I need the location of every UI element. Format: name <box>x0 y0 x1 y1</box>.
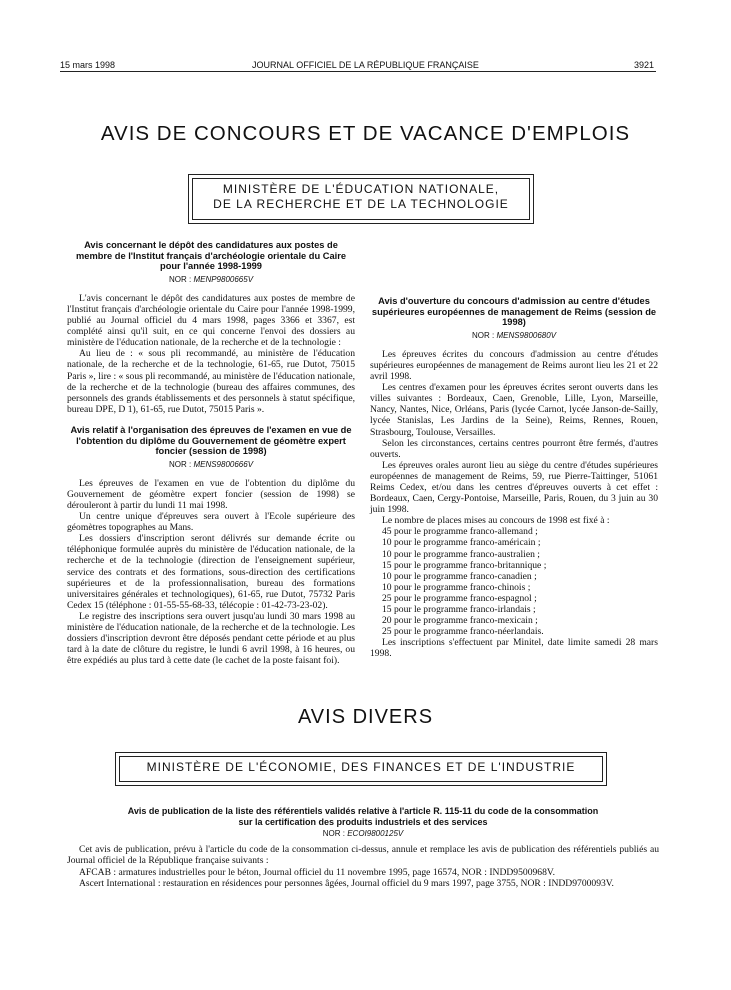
list-item: 10 pour le programme franco-chinois ; <box>382 581 531 593</box>
paragraph: Un centre unique d'épreuves sera ouvert à l'Ecole supérieure des géomètres topographes au Mans. <box>67 511 355 534</box>
list-item: 20 pour le programme franco-mexicain ; <box>382 615 538 627</box>
paragraph: Le nombre de places mises au concours de 1998 est fixé à : <box>382 515 610 527</box>
section-title-avis-divers: AVIS DIVERS <box>297 706 434 728</box>
article-title-line2: sur la certification des produits industriels et des services <box>238 816 488 827</box>
paragraph: Cet avis de publication, prévu à l'article du code de la consommation ci-dessus, annule et remplace les avis de publication des référentiels publiés au Journal officiel de la République française suivants : <box>67 844 659 867</box>
list-item: 45 pour le programme franco-allemand ; <box>382 526 538 538</box>
article-referentiels <box>67 806 659 889</box>
right-column <box>370 240 658 660</box>
ministry-name-line1: MINISTÈRE DE L'ÉDUCATION NATIONALE, <box>222 182 500 196</box>
ministry-box-economie <box>115 752 607 786</box>
ministry-name: MINISTÈRE DE L'ÉCONOMIE, DES FINANCES ET DE L'INDUSTRIE <box>146 760 576 774</box>
paragraph: Les dossiers d'inscription seront délivrés sur demande écrite ou téléphonique formulée auprès du ministère de l'éducation nationale, de la recherche et de la technologie (direction de l'enseignement supérieur, service des contrats et des formations, sous-direction des certifications supérieures et de la professionnalisation, bureau des formations universitaires générales et technologiques), 61-65, rue Dutot, 75732 Paris Cedex 15 (téléphone : 01-55-55-68-33, télécopie : 01-42-73-23-02). <box>67 533 355 611</box>
list-item: 25 pour le programme franco-néerlandais. <box>382 626 544 638</box>
paragraph: Les épreuves de l'examen en vue de l'obtention du diplôme du Gouvernement de géomètre expert foncier (session de 1998) se dérouleront à partir du lundi 11 mai 1998. <box>67 477 355 511</box>
paragraph: Les épreuves écrites du concours d'admission au centre d'études supérieures européennes de management de Reims auront lieu les 21 et 22 avril 1998. <box>370 348 658 383</box>
left-column <box>67 240 355 666</box>
column-continuation-spacer <box>370 240 658 290</box>
header-rule <box>60 71 656 72</box>
paragraph: Les épreuves orales auront lieu au siège du centre d'études supérieures européennes de management de Reims, 59, rue Pierre-Taittinger, 51061 Reims Cedex, et/ou dans les centres d'épreuves ouverts à cet effet : Bordeaux, Caen, Cergy-Pontoise, Marseille, Paris, Rouen, du 3 juin au 30 juin 1998. <box>370 459 658 516</box>
paragraph: Selon les circonstances, certains centres pourront être fermés, d'autres ouverts. <box>370 437 658 460</box>
list-item: 15 pour le programme franco-irlandais ; <box>382 604 536 616</box>
paragraph: Les inscriptions s'effectuent par Minitel, date limite samedi 28 mars 1998. <box>370 637 658 660</box>
list-item: 15 pour le programme franco-britannique ; <box>382 559 547 571</box>
ministry-name-line2: DE LA RECHERCHE ET DE LA TECHNOLOGIE <box>213 197 509 211</box>
nor-code: MENS9800666V <box>193 459 254 469</box>
places-list <box>370 526 658 637</box>
nor-code: ECOI9800125V <box>347 829 404 839</box>
article-nor-geometre <box>67 459 355 470</box>
article-title-reims: Avis d'ouverture du concours d'admission au centre d'études supérieures européennes de management de Reims (session de 1998) <box>371 296 657 328</box>
paragraph: Ascert International : restauration en résidences pour personnes âgées, Journal officiel du 9 mars 1997, page 3755, NOR : INDD9700093V. <box>79 877 614 889</box>
nor-label: NOR : <box>471 330 495 340</box>
nor-label: NOR : <box>322 829 345 839</box>
nor-label: NOR : <box>168 274 192 284</box>
article-nor-referentiels <box>67 829 659 838</box>
article-title-line1: Avis de publication de la liste des référentiels validés relative à l'article R. 115-11 du code de la consommation <box>127 806 599 816</box>
paragraph: AFCAB : armatures industrielles pour le béton, Journal officiel du 11 novembre 1995, page 16574, NOR : INDD9500968V. <box>79 866 555 878</box>
header-journal: JOURNAL OFFICIEL DE LA RÉPUBLIQUE FRANÇAISE <box>252 60 479 70</box>
nor-label: NOR : <box>168 459 192 469</box>
list-item: 25 pour le programme franco-espagnol ; <box>382 592 537 604</box>
list-item: 10 pour le programme franco-australien ; <box>382 548 540 560</box>
article-nor-ifao <box>67 274 355 285</box>
list-item: 10 pour le programme franco-canadien ; <box>382 570 537 582</box>
paragraph: Les centres d'examen pour les épreuves écrites seront ouverts dans les villes suivantes : Bordeaux, Caen, Grenoble, Lille, Lyon, Marseille, Nancy, Nantes, Nice, Orléans, Paris (lycée Carnot, lycée Janson-de-Sailly, lycée Stanislas, Les Jardins de la Seine), Reims, Rennes, Rouen, Strasbourg, Toulouse, Versailles. <box>370 382 658 438</box>
header-date: 15 mars 1998 <box>60 60 116 70</box>
paragraph: Le registre des inscriptions sera ouvert jusqu'au lundi 30 mars 1998 au ministère de l'éducation nationale, de la recherche et de la technologie. Les dossiers d'inscription devront être déposés pendant cette période et au plus tard à la date de clôture du registre, le lundi 6 avril 1998, à 16 heures, ou être expédiés au plus tard à cette date (le cachet de la poste faisant foi). <box>67 610 355 667</box>
article-title-geometre: Avis relatif à l'organisation des épreuves de l'examen en vue de l'obtention du diplôme du Gouvernement de géomètre expert foncier (session de 1998) <box>70 424 352 457</box>
nor-code: MENS9800680V <box>496 330 557 340</box>
article-title-ifao: Avis concernant le dépôt des candidatures aux postes de membre de l'Institut français d'archéologie orientale du Caire pour l'année 1998-1999 <box>76 240 346 272</box>
section-title-concours: AVIS DE CONCOURS ET DE VACANCE D'EMPLOIS <box>100 122 631 145</box>
nor-code: MENP9800665V <box>193 274 254 284</box>
list-item: 10 pour le programme franco-américain ; <box>382 537 541 549</box>
article-nor-reims <box>370 330 658 341</box>
paragraph: L'avis concernant le dépôt des candidatures aux postes de membre de l'Institut français d'archéologie orientale du Caire pour l'année 1998-1999, publié au Journal officiel du 4 mars 1998, pages 3366 et 3367, est complété ainsi qu'il suit, en ce qui concerne l'envoi des dossiers au ministère de l'éducation nationale, de la recherche et de la technologie : <box>67 292 355 349</box>
header-page-number: 3921 <box>633 60 654 70</box>
ministry-box-education <box>188 174 534 224</box>
paragraph: Au lieu de : « sous pli recommandé, au ministère de l'éducation nationale, de la recherche et de la technologie, 61-65, rue Dutot, 75015 Paris », lire : « sous pli recommandé, au ministère de l'éducation nationale, de la recherche et de la technologie (bureau des affaires communes, des personnels des grands établissements et des personnels à statut spécifique, bureau DPE, D 1), 61-65, rue Dutot, 75015 Paris ». <box>67 348 355 415</box>
